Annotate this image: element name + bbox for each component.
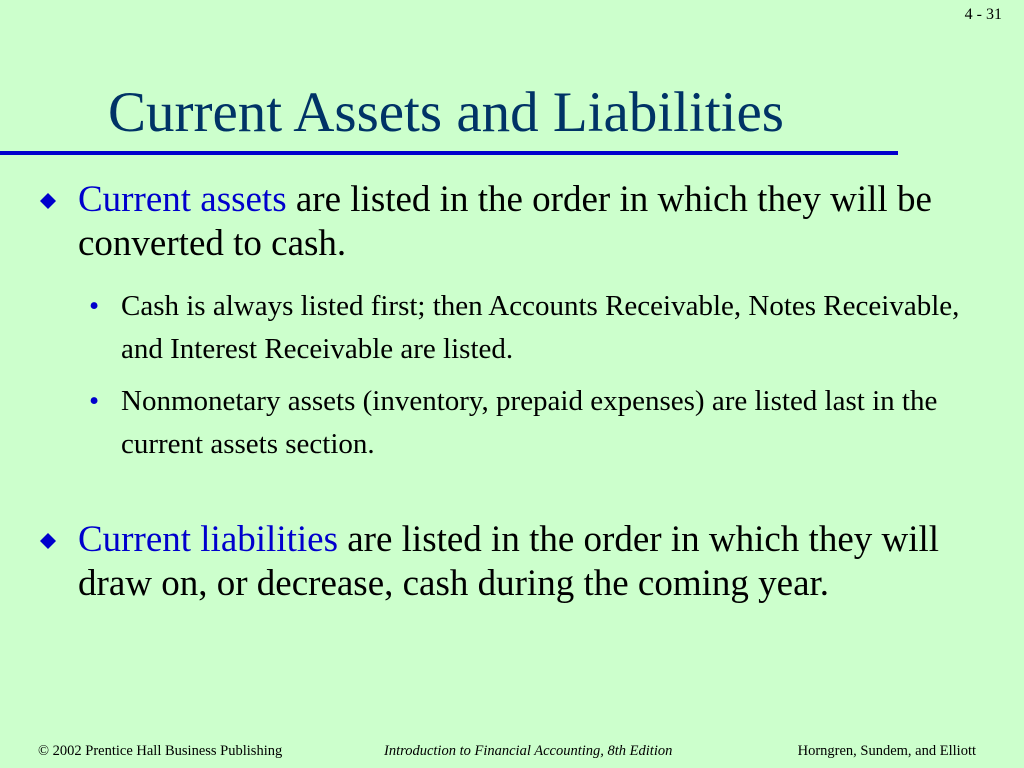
sub-bullet-cash-first: [89, 285, 1001, 371]
bullet-text: are listed in the order in which they will be converted to cash.: [78, 179, 932, 264]
title-divider: [0, 151, 898, 155]
dot-bullet-icon: •: [89, 385, 100, 417]
sub-bullet-text: Cash is always listed first; then Accounts Receivable, Notes Receivable, and Interest Receivable are listed.: [121, 290, 960, 365]
footer-publisher: © 2002 Prentice Hall Business Publishing: [38, 743, 283, 759]
bullet-highlight: Current liabilities: [78, 519, 338, 560]
bullet-text: are listed in the order in which they will draw on, or decrease, cash during the coming year.: [78, 519, 940, 604]
bullet-current-liabilities: [78, 518, 998, 606]
bullet-current-assets: [78, 178, 998, 266]
footer-book-title: Introduction to Financial Accounting, 8th Edition: [384, 743, 673, 759]
diamond-bullet-icon: [40, 533, 56, 549]
dot-bullet-icon: •: [89, 290, 100, 322]
bullet-highlight: Current assets: [78, 179, 287, 220]
sub-bullet-text: Nonmonetary assets (inventory, prepaid expenses) are listed last in the current assets section.: [121, 385, 938, 460]
slide-title: Current Assets and Liabilities: [108, 81, 784, 144]
diamond-bullet-icon: [40, 193, 56, 209]
footer-authors: Horngren, Sundem, and Elliott: [797, 743, 976, 759]
sub-bullet-nonmonetary: [89, 380, 1001, 466]
page-number: 4 - 31: [964, 6, 1002, 23]
